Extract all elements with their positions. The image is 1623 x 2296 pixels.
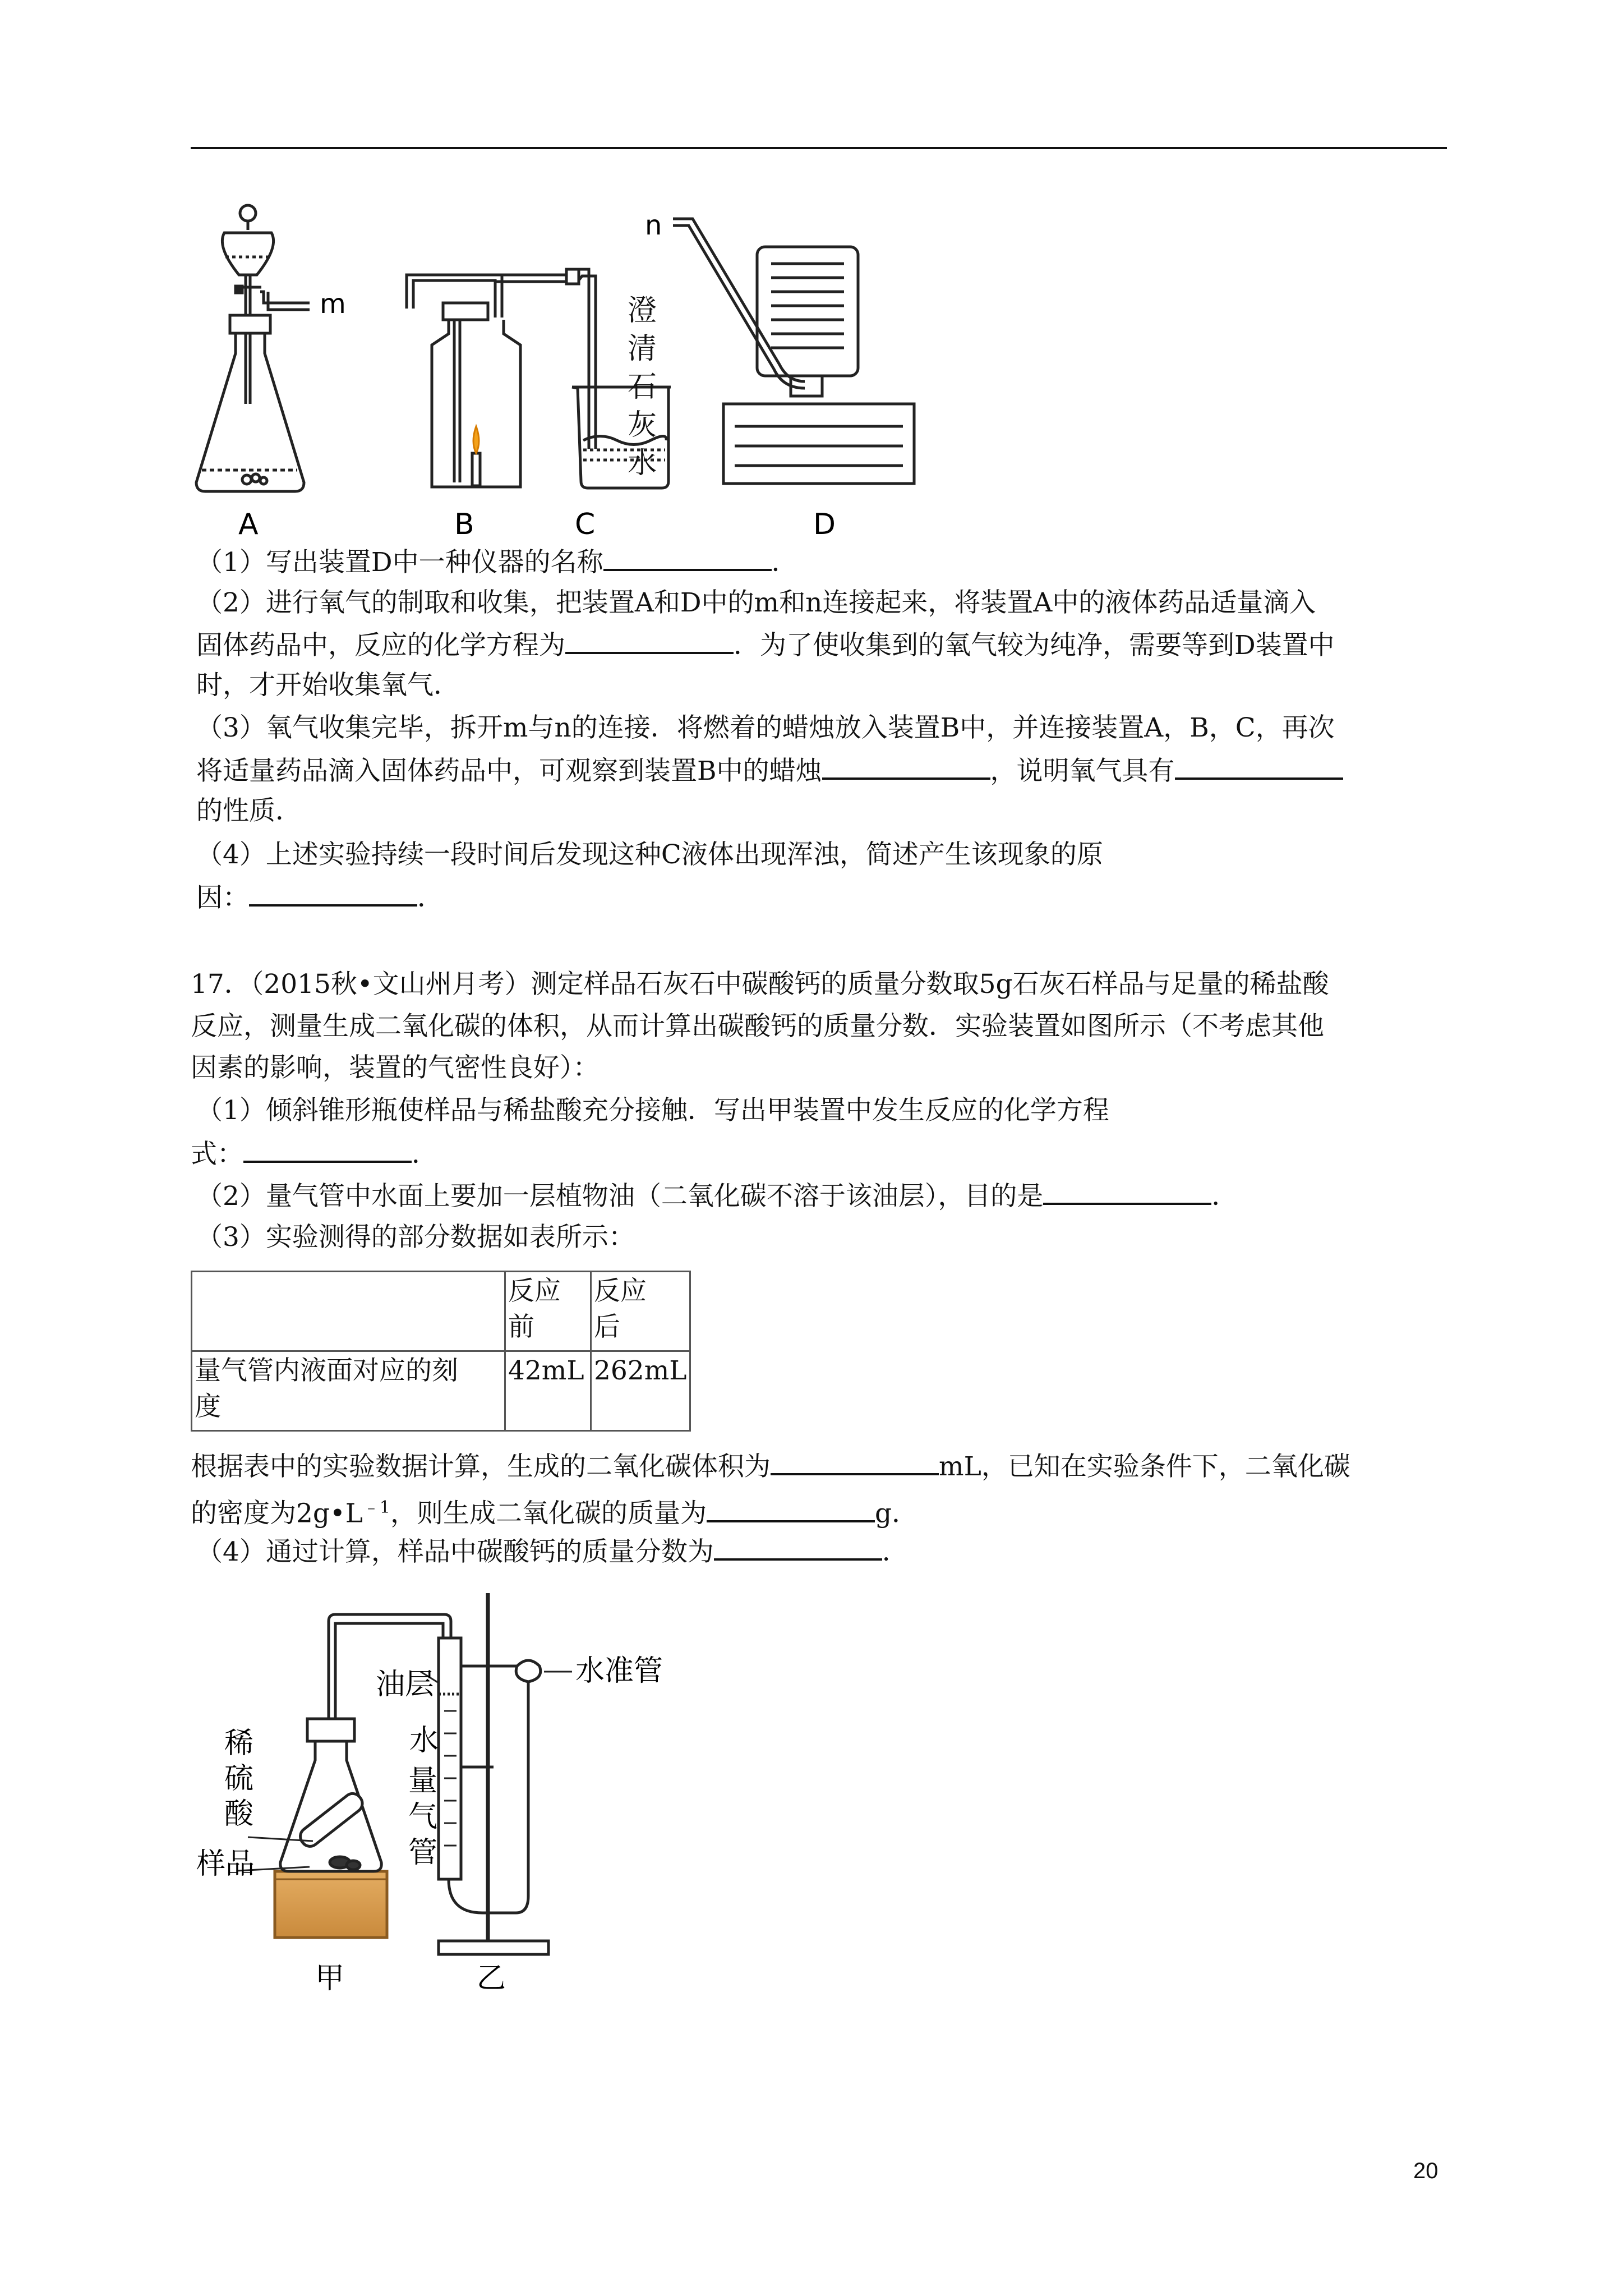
label-acid: 稀 bbox=[224, 1727, 254, 1760]
candle bbox=[472, 453, 480, 486]
table-value-before: 42mL bbox=[505, 1351, 591, 1431]
apparatus-diagram-2 bbox=[185, 1582, 690, 2008]
gas-collection-bottle bbox=[757, 247, 858, 376]
answer-blank[interactable] bbox=[1043, 1178, 1211, 1205]
label-oil-layer: 油层 bbox=[376, 1668, 435, 1701]
delivery-tube-d bbox=[673, 219, 805, 381]
funnel-stopper bbox=[240, 205, 256, 221]
header-rule bbox=[191, 147, 1447, 149]
label-m: m bbox=[320, 288, 346, 320]
flask-stopper-a bbox=[230, 315, 270, 333]
wooden-block bbox=[275, 1871, 387, 1938]
q17-part3: （3）实验测得的部分数据如表所示： bbox=[196, 1222, 635, 1253]
label-acid: 酸 bbox=[224, 1797, 254, 1831]
apparatus-diagram-1 bbox=[185, 191, 970, 550]
label-water: 水 bbox=[409, 1724, 439, 1757]
label-yi: 乙 bbox=[477, 1962, 506, 1995]
answer-blank[interactable] bbox=[822, 753, 990, 780]
conical-flask-jia bbox=[280, 1741, 381, 1871]
q16-part4-line2: 因： ． bbox=[196, 880, 444, 915]
label-burette: 管 bbox=[408, 1836, 438, 1870]
q17-part4: （4）通过计算，样品中碳酸钙的质量分数为 ． bbox=[196, 1534, 909, 1569]
flask-stopper bbox=[307, 1719, 354, 1741]
q16-part2-line3: 时，才开始收集氧气． bbox=[196, 670, 460, 701]
limewater-label: 澄 清 石 灰 水 bbox=[627, 294, 657, 480]
answer-blank[interactable] bbox=[771, 1448, 939, 1475]
answer-blank[interactable] bbox=[707, 1496, 875, 1522]
answer-blank[interactable] bbox=[243, 1136, 412, 1163]
bottle-stopper-b bbox=[443, 303, 488, 320]
table-header-before: 反应 前 bbox=[505, 1272, 591, 1351]
q16-part2-line1: （2）进行氧气的制取和收集，把装置A和D中的m和n连接起来，将装置A中的液体药品适量滴入 bbox=[196, 587, 1316, 618]
q16-part1: （1）写出装置D中一种仪器的名称 ． bbox=[196, 544, 798, 579]
table-row bbox=[192, 1351, 690, 1431]
q17-calc-line1: 根据表中的实验数据计算，生成的二氧化碳体积为 mL，已知在实验条件下，二氧化碳 bbox=[191, 1448, 1350, 1484]
label-c: C bbox=[575, 508, 596, 541]
label-leveling-tube: 水准管 bbox=[575, 1654, 663, 1688]
q17-part1-line1: （1）倾斜锥形瓶使样品与稀盐酸充分接触．写出甲装置中发生反应的化学方程 bbox=[196, 1095, 1109, 1126]
data-table bbox=[191, 1271, 691, 1432]
answer-blank[interactable] bbox=[603, 544, 772, 571]
q16-part3-line1: （3）氧气收集完毕，拆开m与n的连接．将燃着的蜡烛放入装置B中，并连接装置A，B，C，再次 bbox=[196, 712, 1335, 743]
label-n: n bbox=[645, 210, 662, 241]
table-header-after: 反应 后 bbox=[591, 1272, 690, 1351]
q16-part3-line3: 的性质． bbox=[196, 795, 302, 826]
answer-blank[interactable] bbox=[565, 627, 734, 654]
table-row-label: 量气管内液面对应的刻 度 bbox=[192, 1351, 505, 1431]
q17-calc-line2: 的密度为$2g•L^{﹣1}$，则生成二氧化碳的质量为 g． bbox=[191, 1491, 918, 1531]
water-trough bbox=[723, 404, 914, 484]
table-corner-cell bbox=[192, 1272, 505, 1351]
answer-blank[interactable] bbox=[249, 880, 417, 907]
label-a: A bbox=[238, 508, 259, 541]
gas-burette bbox=[439, 1638, 461, 1879]
page-number: 20 bbox=[1413, 2159, 1438, 2183]
table-value-after: 262mL bbox=[591, 1351, 690, 1431]
leveling-funnel bbox=[516, 1660, 541, 1682]
q16-part3-line2: 将适量药品滴入固体药品中，可观察到装置B中的蜡烛 ，说明氧气具有 bbox=[196, 753, 1343, 788]
label-sample: 样品 bbox=[196, 1847, 255, 1881]
q16-part2-line2: 固体药品中，反应的化学方程为 ．为了使收集到的氧气较为纯净，需要等到D装置中 bbox=[196, 627, 1335, 662]
label-acid: 硫 bbox=[224, 1762, 254, 1796]
separatory-funnel bbox=[222, 233, 273, 275]
q17-intro-line3: 因素的影响，装置的气密性良好）： bbox=[191, 1052, 600, 1083]
label-jia: 甲 bbox=[315, 1962, 345, 1995]
label-b: B bbox=[454, 508, 474, 541]
label-burette: 量 bbox=[408, 1764, 438, 1798]
table-row bbox=[192, 1272, 690, 1351]
answer-blank[interactable] bbox=[1175, 753, 1343, 780]
label-burette: 气 bbox=[408, 1800, 438, 1834]
q17-intro-line2: 反应，测量生成二氧化碳的体积，从而计算出碳酸钙的质量分数．实验装置如图所示（不考虑其他 bbox=[191, 1011, 1324, 1042]
q17-part1-line2: 式： ． bbox=[191, 1136, 438, 1171]
label-d: D bbox=[813, 508, 836, 541]
stand-base bbox=[439, 1941, 548, 1954]
answer-blank[interactable] bbox=[714, 1534, 882, 1561]
q17-intro-line1: 17．（2015秋•文山州月考）测定样品石灰石中碳酸钙的质量分数取5g石灰石样品与足量的稀盐酸 bbox=[191, 969, 1329, 1000]
q17-part2: （2）量气管中水面上要加一层植物油（二氧化碳不溶于该油层），目的是 ． bbox=[196, 1178, 1238, 1213]
q16-part4-line1: （4）上述实验持续一段时间后发现这种C液体出现浑浊，简述产生该现象的原 bbox=[196, 839, 1103, 870]
